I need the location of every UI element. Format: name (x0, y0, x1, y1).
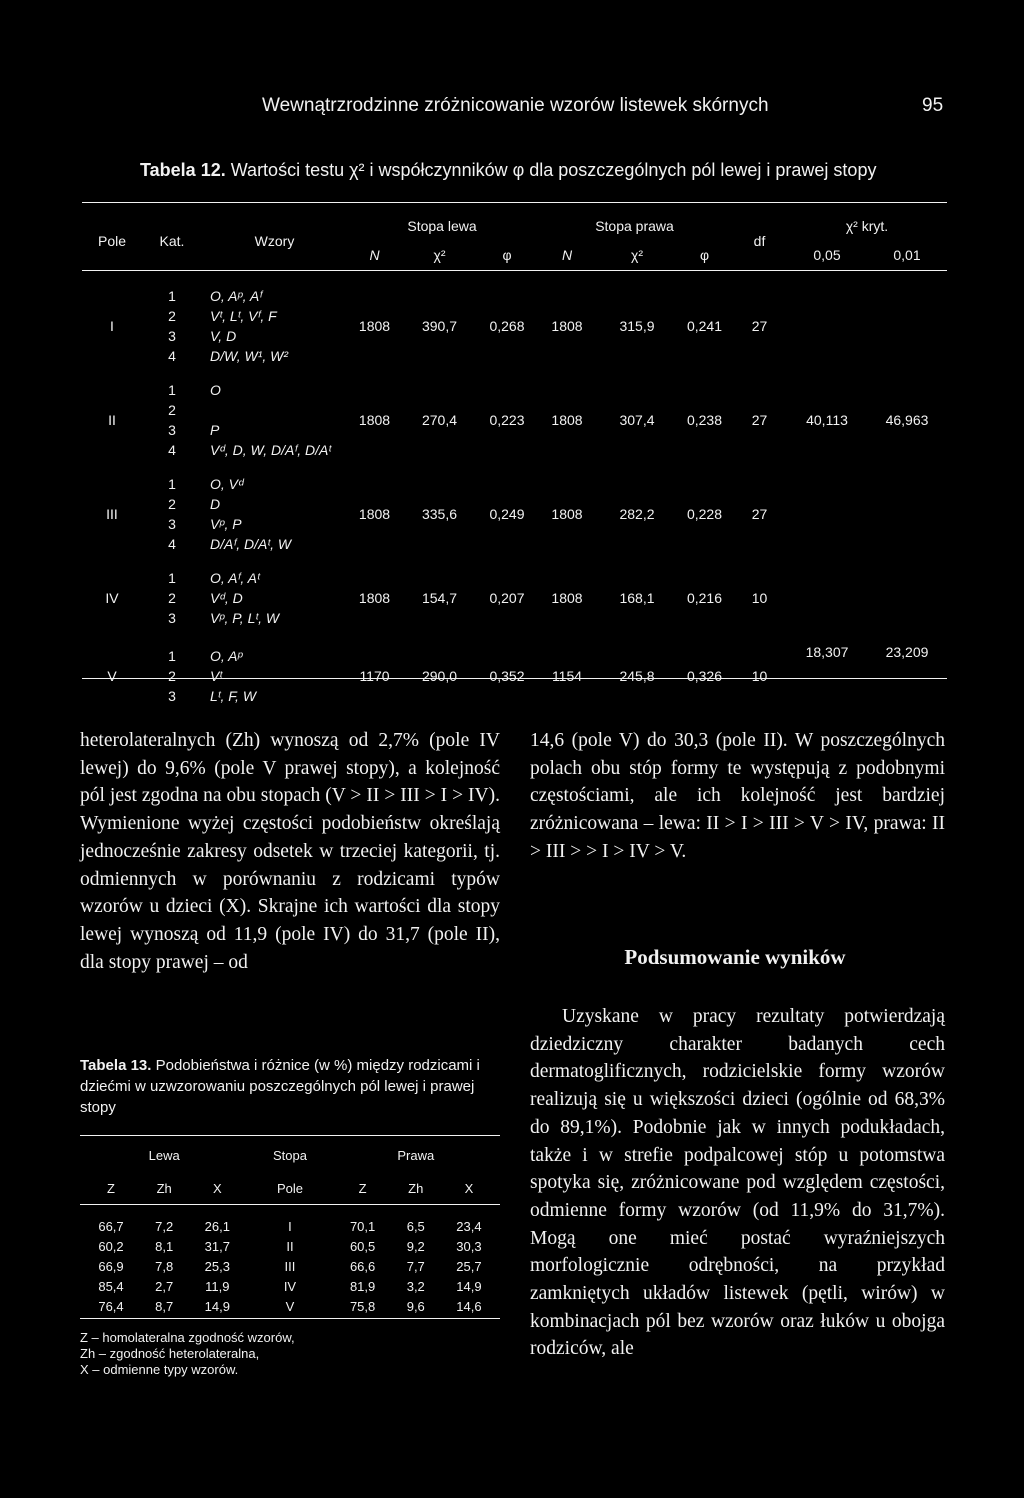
table-row (80, 1236, 500, 1256)
cell-phi-lewa: 0,207 (489, 590, 525, 606)
cell-wzory: O, Aᵖ, Aᶠ Vᵗ, Lᵗ, Vᶠ, F V, D D/W, W¹, W² (210, 288, 289, 364)
cell: 30,3 (456, 1238, 482, 1254)
cell-k005 (787, 472, 867, 556)
cell-pole: IV (105, 590, 119, 606)
cell-chi2-prawa: 282,2 (619, 506, 655, 522)
header-pole: Pole (276, 1180, 303, 1196)
cell-n-lewa: 1808 (358, 318, 391, 334)
cell-phi-lewa: 0,223 (489, 412, 525, 428)
cell-wzory: O, Aᵖ Vᵗ Lᵗ, F, W (210, 648, 257, 704)
cell-wzory: O P Vᵈ, D, W, D/Aᶠ, D/Aᵗ (210, 382, 332, 458)
cell-n-lewa: 1808 (358, 506, 391, 522)
header-phi-prawa: φ (699, 247, 710, 263)
cell-phi-lewa: 0,249 (489, 506, 525, 522)
cell-chi2-lewa: 335,6 (421, 506, 458, 522)
cell-kat: 1 2 3 4 (168, 382, 176, 458)
paragraph: 14,6 (pole V) do 30,3 (pole II). W poszczególnych polach obu stóp formy te występują z podobnymi częstościami, ale ich kolejność jest bardziej zróżnicowana – lewa: II > I > III > V > IV, prawa: II > III > > I > IV > V. (530, 730, 945, 862)
header-stopa-prawa: Stopa prawa (595, 218, 674, 234)
table12-top-rule (82, 202, 947, 203)
header-x: X (464, 1180, 474, 1196)
cell: 25,7 (456, 1258, 482, 1274)
table12-caption-text: Wartości testu χ² i współczynników φ dla poszczególnych pól lewej i prawej stopy (230, 160, 877, 180)
cell-n-prawa: 1808 (551, 412, 583, 428)
table-row (80, 1216, 500, 1236)
legend-item: Zh – zgodność heterolateralna, (80, 1346, 260, 1361)
running-head: Wewnątrzrodzinne zróżnicowanie wzorów listewek skórnych (262, 95, 769, 116)
header-stopa-lewa: Stopa lewa (407, 218, 477, 234)
cell-k001: 46,963 (885, 412, 929, 428)
header-lewa: Lewa (148, 1147, 180, 1163)
cell: 66,7 (98, 1218, 124, 1234)
cell-phi-prawa: 0,228 (686, 506, 723, 522)
cell: 81,9 (349, 1278, 376, 1294)
cell: 6,5 (406, 1218, 425, 1234)
cell: I (288, 1218, 292, 1234)
cell: 14,6 (456, 1298, 482, 1314)
cell-phi-prawa: 0,326 (686, 668, 723, 684)
cell-pole: V (107, 668, 117, 684)
cell: 3,2 (406, 1278, 425, 1294)
cell-k005 (787, 284, 867, 368)
table-row (80, 1256, 500, 1276)
cell-chi2-lewa: 290,0 (421, 668, 458, 684)
table13-bottom-rule (80, 1318, 500, 1319)
cell-pole: II (108, 412, 116, 428)
cell: 9,6 (406, 1298, 425, 1314)
legend-item: X – odmienne typy wzorów. (80, 1362, 239, 1377)
table-row (82, 566, 947, 630)
cell: 85,4 (98, 1278, 124, 1294)
cell: 75,8 (349, 1298, 376, 1314)
header-zh: Zh (156, 1180, 172, 1196)
table-row (82, 284, 947, 368)
header-kat: Kat. (159, 233, 185, 249)
section-title: Podsumowanie wyników (624, 945, 846, 969)
cell: 7,8 (155, 1258, 174, 1274)
table-row (82, 644, 947, 708)
cell: 2,7 (155, 1278, 174, 1294)
cell-wzory: O, Aᶠ, Aᵗ Vᵈ, D Vᵖ, P, Lᵗ, W (210, 570, 280, 626)
table13-legend (80, 1330, 295, 1378)
header-zh: Zh (408, 1180, 424, 1196)
cell: 76,4 (98, 1298, 124, 1314)
cell: III (284, 1258, 296, 1274)
cell-phi-prawa: 0,241 (686, 318, 723, 334)
cell: 7,2 (155, 1218, 174, 1234)
cell-df: 27 (751, 412, 768, 428)
header-k001: 0,01 (893, 247, 921, 263)
cell-kat: 1 2 3 4 (168, 288, 176, 364)
cell-chi2-prawa: 168,1 (619, 590, 655, 606)
cell: 8,1 (155, 1238, 174, 1254)
table-row (82, 378, 947, 462)
header-prawa: Prawa (397, 1147, 435, 1163)
cell-chi2-lewa: 390,7 (421, 318, 458, 334)
header-n-prawa: N (561, 247, 573, 263)
cell-chi2-prawa: 307,4 (619, 412, 655, 428)
cell: IV (283, 1278, 297, 1294)
header-k005: 0,05 (813, 247, 841, 263)
cell-chi2-lewa: 154,7 (421, 590, 458, 606)
cell-phi-lewa: 0,352 (489, 668, 525, 684)
left-column-text (80, 727, 500, 976)
cell-k005: 18,307 (805, 644, 849, 660)
cell-k005 (787, 566, 867, 630)
cell-n-prawa: 1154 (551, 668, 583, 684)
cell-wzory: O, Vᵈ D Vᵖ, P D/Aᶠ, D/Aᵗ, W (210, 476, 292, 552)
header-df: df (753, 233, 766, 249)
cell: V (285, 1298, 295, 1314)
cell: 14,9 (456, 1278, 482, 1294)
table12-caption (140, 160, 876, 181)
cell-chi2-prawa: 315,9 (619, 318, 655, 334)
cell-n-lewa: 1808 (358, 590, 391, 606)
cell: 60,2 (98, 1238, 124, 1254)
cell: 9,2 (406, 1238, 425, 1254)
header-chi-kryt: χ² kryt. (845, 218, 889, 234)
table13-caption-text: Podobieństwa i różnice (w %) między rodzicami i dziećmi w uzwzorowaniu poszczególnych pól lewej i prawej stopy (80, 1057, 480, 1116)
cell: 25,3 (204, 1258, 230, 1274)
table13 (80, 1140, 500, 1316)
cell-chi2-prawa: 245,8 (619, 668, 655, 684)
cell: 31,7 (204, 1238, 230, 1254)
cell-kat: 1 2 3 (168, 648, 176, 704)
table-row (80, 1276, 500, 1296)
cell-k001 (867, 284, 947, 368)
cell-phi-prawa: 0,238 (686, 412, 723, 428)
cell: 70,1 (349, 1218, 376, 1234)
cell: 7,7 (406, 1258, 425, 1274)
cell: 66,9 (98, 1258, 124, 1274)
header-chi2-lewa: χ² (433, 247, 446, 263)
table12-label: Tabela 12. (140, 160, 226, 180)
header-z: Z (358, 1180, 367, 1196)
cell-n-lewa: 1170 (359, 668, 390, 684)
header-x: X (212, 1180, 222, 1196)
header-n-lewa: N (369, 247, 380, 263)
table13-label: Tabela 13. (80, 1057, 152, 1074)
header-chi2-prawa: χ² (630, 247, 643, 263)
legend-item: Z – homolateralna zgodność wzorów, (80, 1330, 295, 1345)
header-stopa: Stopa (272, 1147, 307, 1163)
cell-k001: 23,209 (885, 644, 929, 660)
cell: 11,9 (205, 1278, 230, 1294)
right-column-text-2 (530, 1003, 945, 1363)
cell: 66,6 (349, 1258, 376, 1274)
cell-n-prawa: 1808 (551, 318, 583, 334)
header-phi-lewa: φ (502, 247, 512, 263)
cell-kat: 1 2 3 (168, 570, 176, 626)
cell-k001 (867, 472, 947, 556)
cell-k005: 40,113 (806, 412, 848, 428)
table13-caption (80, 1055, 500, 1118)
cell-df: 27 (751, 318, 768, 334)
paragraph: heterolateralnych (Zh) wynoszą od 2,7% (pole IV lewej) do 9,6% (pole V prawej stopy), a kolejność pól jest zgodna na obu stopach (V > II > III > I > IV). Wymienione wyżej częstości podobieństw określają jednocześnie zakresy odsetek w trzeciej kategorii, tj. odmiennych w porównaniu z rodzicami typów wzorów u dzieci (X). Skrajne ich wartości dla stopy lewej wynoszą od 11,9 (pole IV) do 31,7 (pole II), dla stopy prawej – od (80, 730, 500, 973)
cell: 8,7 (155, 1298, 174, 1314)
cell-kat: 1 2 3 4 (168, 476, 176, 552)
table-row (80, 1296, 500, 1316)
cell-df: 10 (751, 590, 768, 606)
header-wzory: Wzory (254, 233, 295, 249)
page-number: 95 (922, 95, 944, 116)
cell-df: 10 (751, 668, 768, 684)
cell: 26,1 (204, 1218, 230, 1234)
cell-chi2-lewa: 270,4 (421, 412, 458, 428)
cell: 14,9 (204, 1298, 230, 1314)
cell-n-prawa: 1808 (551, 590, 583, 606)
cell-pole: I (110, 318, 114, 334)
header-pole: Pole (97, 233, 127, 249)
cell-pole: III (106, 506, 118, 522)
cell: 60,5 (349, 1238, 376, 1254)
table-row (82, 472, 947, 556)
table12 (82, 212, 947, 708)
cell: II (286, 1238, 294, 1254)
cell-n-lewa: 1808 (358, 412, 391, 428)
cell-phi-prawa: 0,216 (686, 590, 723, 606)
cell-df: 27 (751, 506, 768, 522)
table13-top-rule (80, 1135, 500, 1136)
right-column-text-1 (530, 727, 945, 866)
paragraph: Uzyskane w pracy rezultaty potwierdzają dziedziczny charakter badanych cech dermatoglificznych, rodzicielskie formy wzorów realizują się u większości dzieci (ogólnie od 68,3% do 89,1%). Podobnie jak w innych podukładach, także i w strefie podpalcowej stóp u potomstwa spotyka się, zróżnicowane pod względem częstości, odmienne formy wzorów (od 11,9% do 31,7%). Mogą one mieć postać wyraźniejszych morfologicznie odrębności, na przykład zamkniętych układów listewek (pętli, wirów) w kombinacjach pól bez wzorów oraz łuków u obojga rodziców, ale (530, 1006, 945, 1360)
cell: 23,4 (456, 1218, 482, 1234)
header-z: Z (107, 1180, 115, 1196)
cell-phi-lewa: 0,268 (489, 318, 525, 334)
cell-k001 (867, 566, 947, 630)
cell-n-prawa: 1808 (551, 506, 583, 522)
